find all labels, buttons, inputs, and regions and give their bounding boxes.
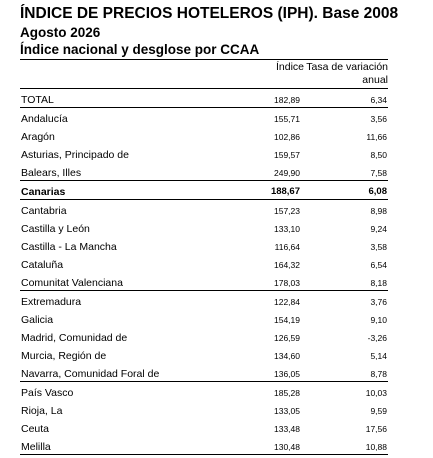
index-value: 126,59 <box>274 333 300 343</box>
rate-value: -3,26 <box>367 333 387 343</box>
region-name: Melilla <box>20 436 236 455</box>
index-value: 133,10 <box>274 224 300 234</box>
column-header-rate-line1: Tasa de variación <box>306 61 388 73</box>
table-row <box>20 162 388 181</box>
region-name: Rioja, La <box>21 405 63 417</box>
region-name: Madrid, Comunidad de <box>21 332 128 344</box>
column-header-rate <box>304 60 388 89</box>
region-name: Cataluña <box>21 259 64 271</box>
region-name: Ceuta <box>21 423 50 435</box>
report-page <box>20 4 410 455</box>
rate-value: 9,10 <box>370 315 387 325</box>
index-value: 133,05 <box>274 406 300 416</box>
table-row <box>20 218 388 236</box>
table-row <box>20 327 388 345</box>
table-row <box>20 436 388 455</box>
index-value: 116,64 <box>274 242 300 252</box>
table-row <box>20 309 388 327</box>
table-row <box>20 254 388 272</box>
iph-table <box>20 60 388 455</box>
rate-value: 3,76 <box>370 297 387 307</box>
rate-value: 5,14 <box>370 351 387 361</box>
table-row-highlight <box>20 181 388 200</box>
region-name: Murcia, Región de <box>21 350 107 362</box>
region-name: Galicia <box>21 314 54 326</box>
rate-value: 7,58 <box>304 162 388 181</box>
index-value: 155,71 <box>274 114 300 124</box>
table-row <box>20 400 388 418</box>
index-value: 122,84 <box>274 297 300 307</box>
table-row <box>20 236 388 254</box>
region-name: Aragón <box>21 131 55 143</box>
table-row <box>20 200 388 219</box>
region-name: Cantabria <box>21 205 67 217</box>
rate-value: 6,54 <box>370 260 387 270</box>
index-value: 134,60 <box>274 351 300 361</box>
region-name: Navarra, Comunidad Foral de <box>20 363 236 382</box>
table-row <box>20 363 388 382</box>
table-row <box>20 272 388 291</box>
table-row <box>20 345 388 363</box>
index-value: 159,57 <box>274 150 300 160</box>
index-value: 185,28 <box>274 388 300 398</box>
table-row <box>20 418 388 436</box>
table-header-row <box>20 60 388 89</box>
rate-value: 8,18 <box>304 272 388 291</box>
region-name: Castilla y León <box>21 223 90 235</box>
region-name: TOTAL <box>20 89 236 108</box>
table-row <box>20 126 388 144</box>
rate-value: 17,56 <box>365 424 387 434</box>
rate-value: 8,98 <box>370 206 387 216</box>
column-header-rate-line2: anual <box>362 74 388 86</box>
table-subtitle: Índice nacional y desglose por CCAA <box>20 41 388 60</box>
region-name: Castilla - La Mancha <box>21 241 117 253</box>
rate-value: 6,34 <box>304 89 388 108</box>
region-name: Canarias <box>20 181 236 200</box>
index-value: 136,05 <box>236 363 304 382</box>
index-value: 164,32 <box>274 260 300 270</box>
index-value: 130,48 <box>236 436 304 455</box>
region-name: Comunitat Valenciana <box>20 272 236 291</box>
region-name: Asturias, Principado de <box>21 149 129 161</box>
rate-value: 3,56 <box>370 114 387 124</box>
rate-value: 9,59 <box>370 406 387 416</box>
rate-value: 3,58 <box>370 242 387 252</box>
rate-value: 8,50 <box>370 150 387 160</box>
table-body <box>20 89 388 455</box>
index-value: 188,67 <box>236 181 304 200</box>
index-value: 182,89 <box>236 89 304 108</box>
rate-value: 10,88 <box>304 436 388 455</box>
index-value: 157,23 <box>274 206 300 216</box>
table-row <box>20 291 388 310</box>
region-name: Andalucía <box>21 113 68 125</box>
column-header-index: Índice <box>236 60 304 89</box>
rate-value: 11,66 <box>366 132 387 142</box>
rate-value: 9,24 <box>370 224 387 234</box>
index-value: 102,86 <box>274 132 300 142</box>
index-value: 133,48 <box>274 424 300 434</box>
index-value: 154,19 <box>274 315 300 325</box>
column-header-region <box>20 60 236 89</box>
index-value: 249,90 <box>236 162 304 181</box>
table-row <box>20 144 388 162</box>
rate-value: 6,08 <box>304 181 388 200</box>
region-name: Balears, Illes <box>20 162 236 181</box>
report-title: ÍNDICE DE PRECIOS HOTELEROS (IPH). Base 2008 <box>20 5 399 22</box>
report-period: Agosto 2026 <box>20 25 101 40</box>
table-row <box>20 382 388 401</box>
table-row <box>20 108 388 127</box>
table-row <box>20 89 388 108</box>
index-value: 178,03 <box>236 272 304 291</box>
rate-value: 8,78 <box>304 363 388 382</box>
region-name: Extremadura <box>21 296 82 308</box>
rate-value: 10,03 <box>365 388 387 398</box>
region-name: País Vasco <box>21 387 74 399</box>
